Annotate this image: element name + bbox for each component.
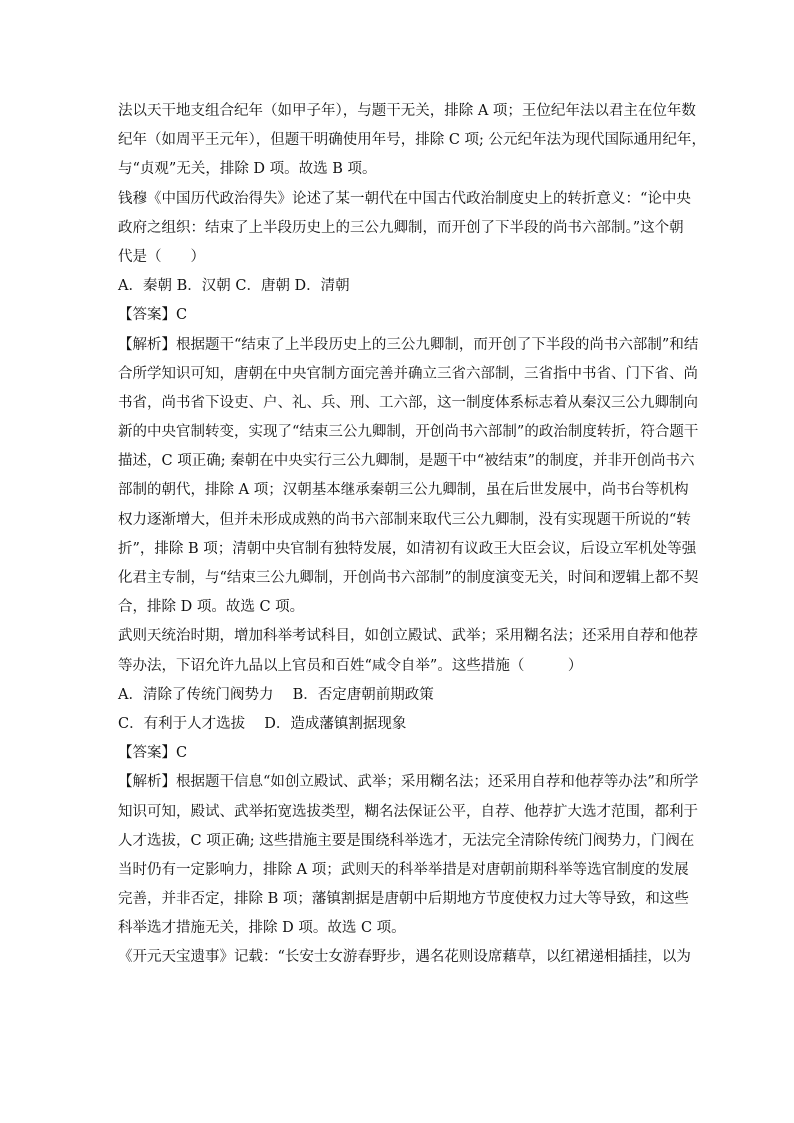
analysis-line: 【解析】根据题干“结束了上半段历史上的三公九卿制，而开创了下半段的尚书六部制”和结	[118, 336, 699, 353]
analysis-line: 描述，C 项正确; 秦朝在中央实行三公九卿制，是题干中“被结束”的制度，并非开创尚书六	[118, 453, 695, 470]
analysis-line: 人才选拔，C 项正确; 这些措施主要是围绕科举选才，无法完全清除传统门阀势力，门阀在	[118, 832, 695, 849]
analysis-line: 部制的朝代，排除 A 项；汉朝基本继承秦朝三公九卿制，虽在后世发展中，尚书台等机构	[118, 482, 689, 499]
analysis-line: 知识可知，殿试、武举拓宽选拔类型，糊名法保证公平，自荐、他荐扩大选才范围，都利于	[118, 803, 698, 820]
question-text-line: 代是（ ）	[118, 248, 205, 265]
question-options: A．秦朝 B．汉朝 C．唐朝 D．清朝	[118, 278, 350, 295]
answer-line: 【答案】C	[118, 745, 188, 762]
text-line: 法以天干地支组合纪年（如甲子年），与题干无关，排除 A 项；王位纪年法以君主在位年数	[118, 103, 696, 119]
answer-line: 【答案】C	[118, 307, 188, 324]
analysis-line: 新的中央官制转变，实现了“结束三公九卿制，开创尚书六部制”的政治制度转折，符合题干	[118, 424, 699, 441]
analysis-line: 完善，并非否定，排除 B 项；藩镇割据是唐朝中后期地方节度使权力过大等导致，和这些	[118, 891, 689, 908]
analysis-line: 权力逐渐增大，但并未形成成熟的尚书六部制来取代三公九卿制，没有实现题干所说的“转	[118, 511, 691, 528]
analysis-line: 当时仍有一定影响力，排除 A 项；武则天的科举举措是对唐朝前期科举等选官制度的发展	[118, 861, 689, 878]
question-text-line: 《开元天宝遗事》记载：“长安士女游春野步，遇名花则设席藉草，以红裙递相插挂，以为	[118, 949, 691, 966]
document-body	[118, 97, 707, 973]
question-options: A．清除了传统门阀势力 B．否定唐朝前期政策	[118, 686, 434, 703]
question-text-line: 武则天统治时期，增加科举考试科目，如创立殿试、武举；采用糊名法；还采用自荐和他荐	[118, 628, 698, 645]
analysis-line: 合所学知识可知，唐朝在中央官制方面完善并确立三省六部制，三省指中书省、门下省、尚	[118, 365, 698, 382]
question-text-line: 钱穆《中国历代政治得失》论述了某一朝代在中国古代政治制度史上的转折意义：“论中央	[118, 190, 691, 207]
question-options: C．有利于人才选拔 D．造成藩镇割据现象	[118, 715, 407, 732]
question-text-line: 等办法，下诏允许九品以上官员和百姓“咸令自举”。这些措施（ ）	[118, 657, 583, 674]
analysis-line: 合，排除 D 项。故选 C 项。	[118, 599, 305, 616]
analysis-line: 折”，排除 B 项；清朝中央官制有独特发展，如清初有议政王大臣会议，后设立军机处等强	[118, 540, 697, 557]
analysis-line: 【解析】根据题干信息“如创立殿试、武举；采用糊名法；还采用自荐和他荐等办法”和所学	[118, 774, 699, 791]
analysis-line: 书省，尚书省下设吏、户、礼、兵、刑、工六部，这一制度体系标志着从秦汉三公九卿制向	[118, 394, 698, 411]
text-line: 纪年（如周平王元年），但题干明确使用年号，排除 C 项; 公元纪年法为现代国际通用纪年，	[118, 132, 707, 149]
text-line: 与“贞观”无关，排除 D 项。故选 B 项。	[118, 161, 377, 178]
question-text-line: 政府之组织：结束了上半段历史上的三公九卿制，而开创了下半段的尚书六部制。”这个朝	[118, 219, 684, 236]
analysis-line: 化君主专制，与“结束三公九卿制，开创尚书六部制”的制度演变无关，时间和逻辑上都不契	[118, 570, 699, 586]
analysis-line: 科举选才措施无关，排除 D 项。故选 C 项。	[118, 920, 406, 937]
